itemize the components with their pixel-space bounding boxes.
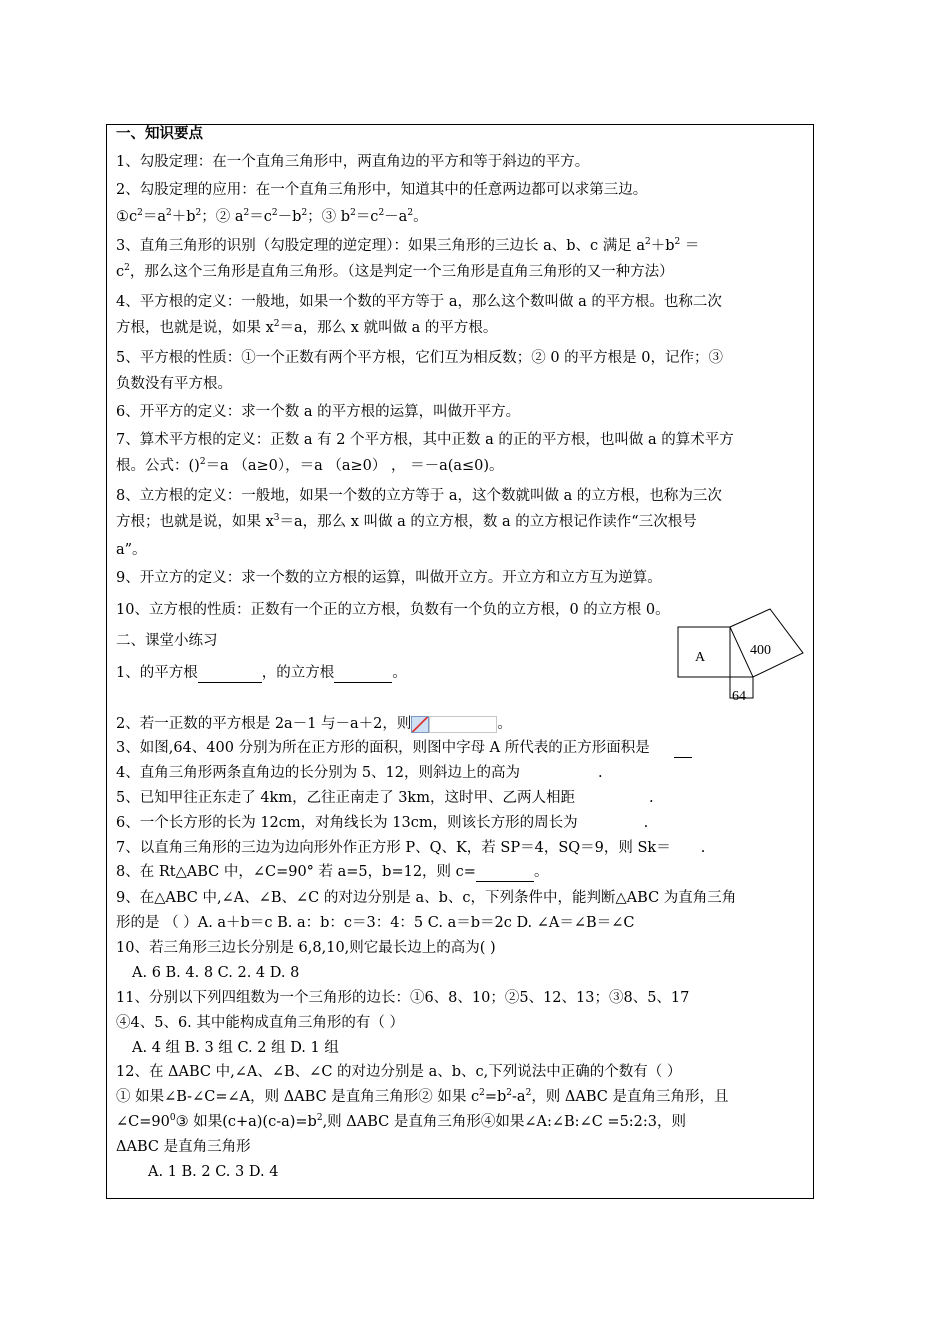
exercise-11-line2: ④4、5、6. 其中能构成直角三角形的有（ ） [116, 1015, 405, 1031]
broken-image-icon [411, 716, 429, 733]
exercise-10-options: A. 6 B. 4. 8 C. 2. 4 D. 8 [132, 965, 300, 981]
exercise-6: 6、一个长方形的长为 12cm，对角线长为 13cm，则该长方形的周长为 . [116, 815, 649, 831]
exercise-12-line4: ΔABC 是直角三角形 [116, 1139, 251, 1155]
exercise-9-line1: 9、在△ABC 中,∠A、∠B、∠C 的对边分别是 a、b、c，下列条件中，能判断△ABC 为直角三角 [116, 890, 737, 906]
point-5-line2: 负数没有平方根。 [116, 376, 232, 392]
exercise-11-options: A. 4 组 B. 3 组 C. 2 组 D. 1 组 [132, 1040, 339, 1056]
answer-blank[interactable] [198, 668, 262, 683]
exercise-4: 4、直角三角形两条直角边的长分别为 5、12，则斜边上的高为 . [116, 765, 603, 781]
exercise-3: 3、如图,64、400 分别为所在正方形的面积，则图中字母 A 所代表的正方形面积是 [116, 738, 692, 758]
exercise-12-options: A. 1 B. 2 C. 3 D. 4 [148, 1164, 279, 1180]
exercise-12-line2: ① 如果∠B-∠C=∠A，则 ΔABC 是直角三角形② 如果 $c^2=b^2-a^2$，则 ΔABC 是直角三角形，且 [116, 1088, 729, 1105]
point-3-line1: 3、直角三角形的识别（勾股定理的逆定理）：如果三角形的三边长 a、b、c 满足 $a^2+b^2$ ＝ [116, 237, 700, 254]
point-10: 10、立方根的性质：正数有一个正的立方根，负数有一个负的立方根，0 的立方根 0。 [116, 602, 670, 618]
exercise-1: 1、的平方根 ，的立方根 。 [116, 665, 407, 681]
point-4-line2: 方根，也就是说，如果 $x^2=a$，那么 x 就叫做 a 的平方根。 [116, 319, 498, 336]
image-placeholder [429, 716, 497, 733]
exercise-11-line1: 11、分别以下列四组数为一个三角形的边长：①6、8、10；②5、12、13；③8、5、17 [116, 990, 690, 1006]
exercise-5: 5、已知甲往正东走了 4km，乙往正南走了 3km，这时甲、乙两人相距 . [116, 790, 654, 806]
exercise-2: 2、若一正数的平方根是 2a－1 与－a＋2，则 。 [116, 716, 512, 732]
label-400: 400 [750, 643, 771, 658]
point-9: 9、开立方的定义：求一个数的立方根的运算，叫做开立方。开立方和立方互为逆算。 [116, 570, 662, 586]
exercise-10: 10、若三角形三边长分别是 6,8,10,则它最长边上的高为( ) [116, 940, 496, 956]
exercise-12-line3: $\angle C=90^0③$ 如果$(c+a)(c-a)=b^2$,则 ΔABC 是直角三角形④如果∠A:∠B:∠C =5:2:3，则 [116, 1113, 687, 1130]
exercise-8: 8、在 Rt△ABC 中，∠C=90° 若 a=5，b=12，则 c= 。 [116, 864, 549, 880]
answer-blank[interactable] [674, 743, 692, 758]
point-4-line1: 4、平方根的定义：一般地，如果一个数的平方等于 a，那么这个数叫做 a 的平方根。也称二次 [116, 294, 722, 310]
point-7-line2: 根。公式：()$^2$＝a （a≥0），＝a （a≥0） ， ＝－a(a≤0)。 [116, 457, 504, 474]
point-5-line1: 5、平方根的性质：①一个正数有两个平方根，它们互为相反数；② 0 的平方根是 0，记作；③ [116, 350, 723, 366]
point-3-line2: $c^2$，那么这个三角形是直角三角形。（这是判定一个三角形是直角三角形的又一种方法） [116, 263, 674, 280]
section-title-practice: 二、课堂小练习 [116, 633, 218, 649]
point-7-line1: 7、算术平方根的定义：正数 a 有 2 个平方根，其中正数 a 的正的平方根，也叫做 a 的算术平方 [116, 432, 734, 448]
exercise-7: 7、以直角三角形的三边为边向形外作正方形 P、Q、K，若 SP＝4，SQ＝9，则 Sk＝ . [116, 840, 706, 856]
exercise-9-line2: 形的是 （ ）A. a＋b＝c B. a：b：c＝3：4：5 C. a＝b＝2c D. ∠A＝∠B＝∠C [116, 915, 635, 931]
point-8-line1: 8、立方根的定义：一般地，如果一个数的立方等于 a，这个数就叫做 a 的立方根，也称为三次 [116, 488, 722, 504]
point-8-line3: a”。 [116, 542, 147, 558]
point-1: 1、勾股定理：在一个直角三角形中，两直角边的平方和等于斜边的平方。 [116, 154, 590, 170]
formula-line: $①c^2=a^2+b^2$；② $a^2=c^2-b^2$；③ $b^2=c^2-a^2$。 [116, 208, 428, 225]
point-8-line2: 方根；也就是说，如果 $x^3=a$，那么 x 叫做 a 的立方根，数 a 的立方根记作读作“三次根号 [116, 513, 697, 530]
exercise-12-line1: 12、在 ΔABC 中,∠A、∠B、∠C 的对边分别是 a、b、c,下列说法中正确的个数有（ ） [116, 1064, 682, 1080]
section-title-knowledge: 一、知识要点 [116, 125, 203, 142]
label-a: A [695, 650, 706, 665]
answer-blank[interactable] [334, 668, 392, 683]
answer-blank[interactable] [476, 867, 534, 882]
point-2: 2、勾股定理的应用：在一个直角三角形中，知道其中的任意两边都可以求第三边。 [116, 182, 648, 198]
label-64: 64 [732, 689, 746, 704]
point-6: 6、开平方的定义：求一个数 a 的平方根的运算，叫做开平方。 [116, 404, 521, 420]
square-figure [668, 605, 808, 715]
